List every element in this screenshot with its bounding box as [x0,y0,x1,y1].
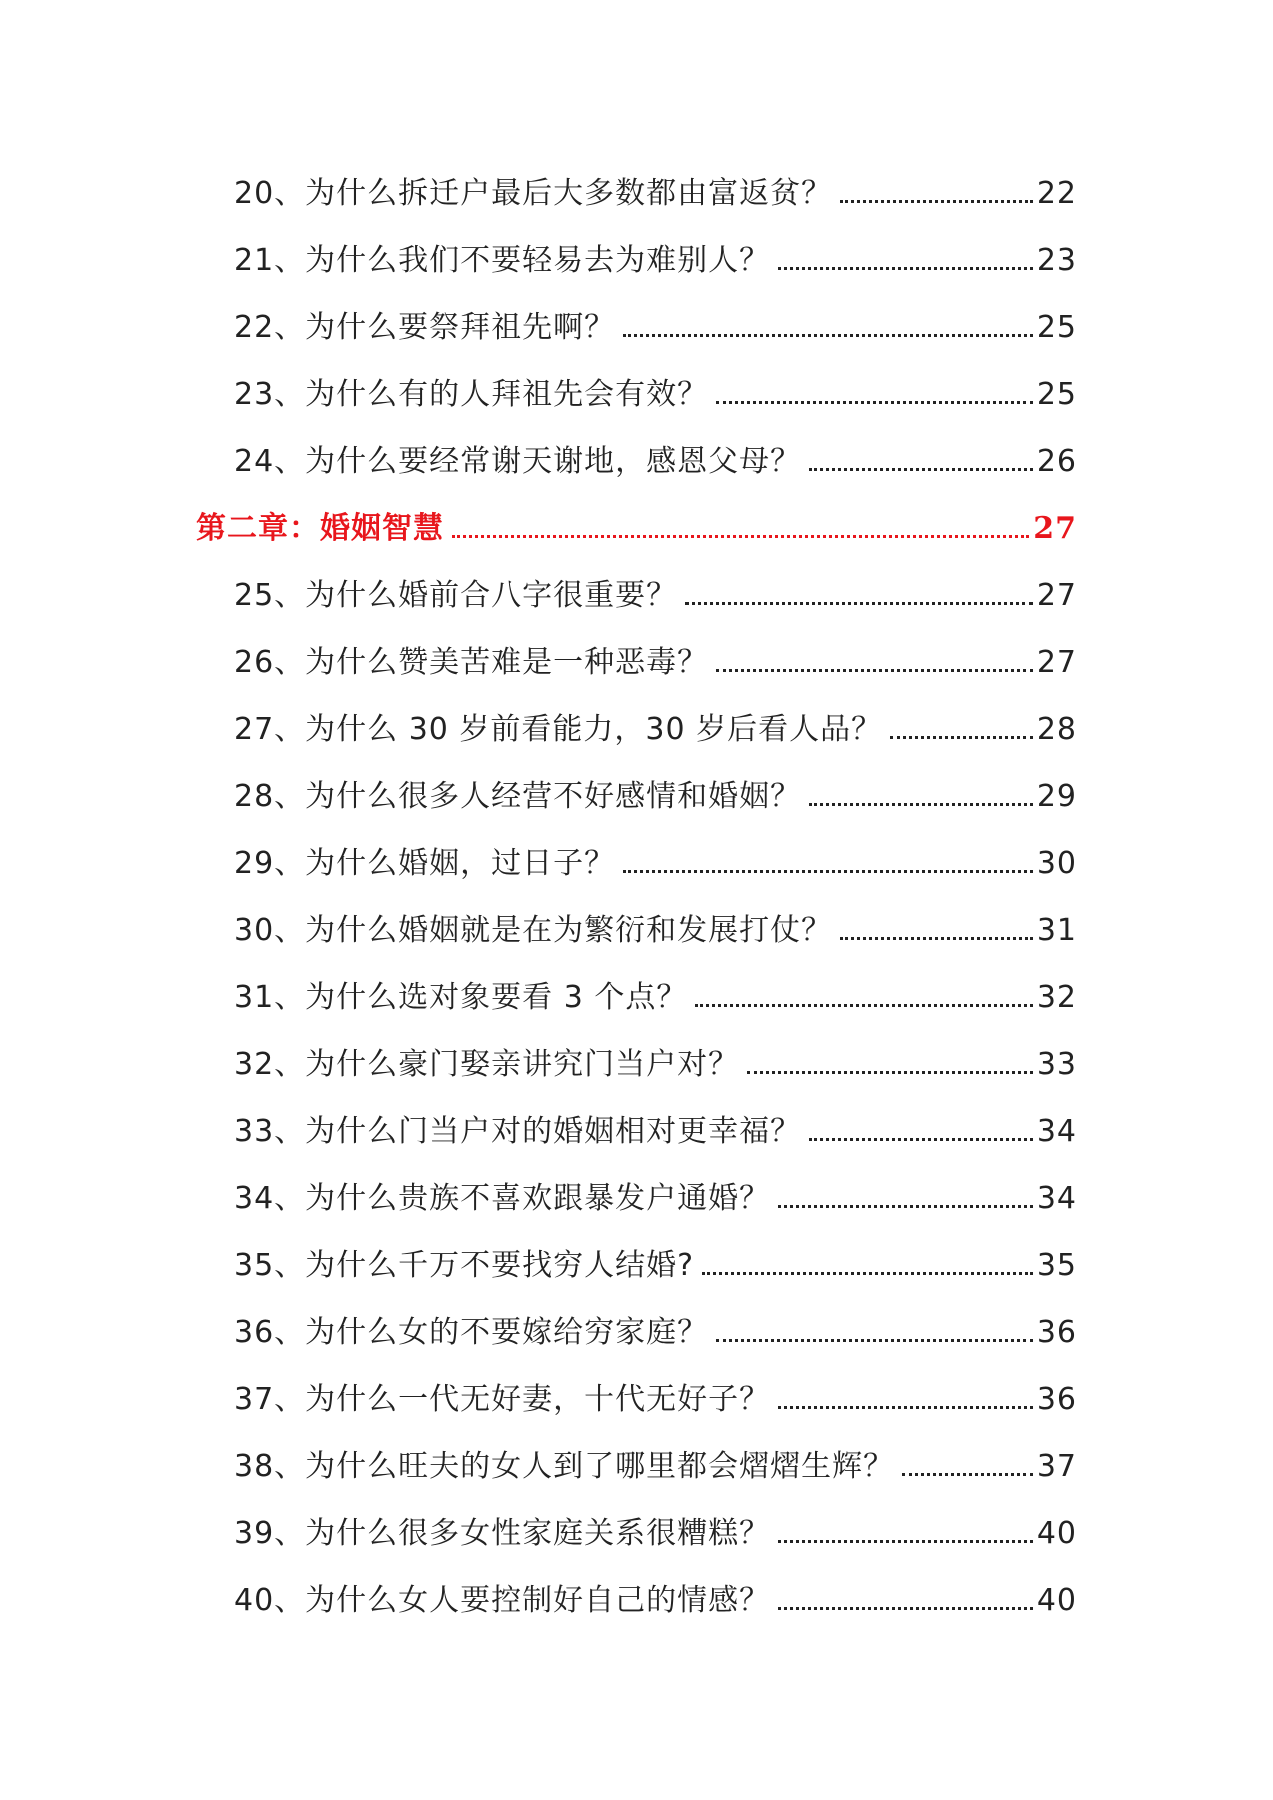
page-number: 36 [1036,1314,1077,1350]
dot-leader [695,985,1032,1011]
toc-entry[interactable] [0,227,1273,294]
dot-leader [778,248,1033,274]
page-number: 22 [1036,175,1077,211]
toc-entry-title: 37、为什么一代无好妻，十代无好子？ [234,1381,771,1417]
toc-entry-title: 22、为什么要祭拜祖先啊？ [234,309,616,345]
dot-leader [902,1454,1033,1480]
dot-leader [840,181,1033,207]
dot-leader [747,1052,1033,1078]
dot-leader [716,1320,1033,1346]
page-number: 29 [1036,778,1077,814]
page-number: 26 [1036,443,1077,479]
toc-entry-title: 30、为什么婚姻就是在为繁衍和发展打仗？ [234,912,833,948]
dot-leader [702,1253,1033,1279]
toc-entry[interactable] [0,629,1273,696]
toc-entry[interactable] [0,294,1273,361]
dot-leader [778,1521,1033,1547]
toc-entry-title: 38、为什么旺夫的女人到了哪里都会熠熠生辉？ [234,1448,895,1484]
dot-leader [623,315,1033,341]
page-number: 27 [1036,644,1077,680]
toc-entry[interactable] [0,1433,1273,1500]
page-number: 32 [1036,979,1077,1015]
toc-entry[interactable] [0,964,1273,1031]
page-number: 40 [1036,1582,1077,1618]
toc-entry[interactable] [0,1232,1273,1299]
page-number: 31 [1036,912,1077,948]
dot-leader [809,449,1033,475]
dot-leader [890,717,1033,743]
toc-entry[interactable] [0,1366,1273,1433]
toc-entry[interactable] [0,1500,1273,1567]
toc-entry[interactable] [0,428,1273,495]
toc-entry-title: 32、为什么豪门娶亲讲究门当户对？ [234,1046,740,1082]
toc-entry-title: 26、为什么赞美苦难是一种恶毒？ [234,644,709,680]
toc-entry-title: 21、为什么我们不要轻易去为难别人？ [234,242,771,278]
dot-leader [840,918,1033,944]
dot-leader [716,650,1033,676]
toc-entry[interactable] [0,160,1273,227]
page-number: 35 [1036,1247,1077,1283]
chapter-title: 第二章：婚姻智慧 [196,510,444,546]
dot-leader [809,784,1033,810]
toc-entry[interactable] [0,1098,1273,1165]
toc-entry-title: 29、为什么婚姻，过日子？ [234,845,616,881]
toc-chapter-heading[interactable] [0,495,1273,562]
toc-entry[interactable] [0,1299,1273,1366]
toc-entry-title: 23、为什么有的人拜祖先会有效？ [234,376,709,412]
page-number: 34 [1036,1180,1077,1216]
page-number: 28 [1036,711,1077,747]
page-number: 34 [1036,1113,1077,1149]
toc-entry-title: 25、为什么婚前合八字很重要？ [234,577,678,613]
page-number: 40 [1036,1515,1077,1551]
page-number: 23 [1036,242,1077,278]
toc-entry[interactable] [0,763,1273,830]
toc-entry-title: 24、为什么要经常谢天谢地，感恩父母？ [234,443,802,479]
dot-leader [716,382,1033,408]
toc-entry-title: 36、为什么女的不要嫁给穷家庭？ [234,1314,709,1350]
toc-entry[interactable] [0,1567,1273,1634]
page-number: 25 [1036,376,1077,412]
toc-entry-title: 40、为什么女人要控制好自己的情感？ [234,1582,771,1618]
toc-entry[interactable] [0,696,1273,763]
dot-leader [778,1186,1033,1212]
page-number: 37 [1036,1448,1077,1484]
page-number: 33 [1036,1046,1077,1082]
toc-entry[interactable] [0,562,1273,629]
toc-entry-title: 27、为什么 30 岁前看能力，30 岁后看人品？ [234,711,883,747]
toc-entry[interactable] [0,830,1273,897]
toc-entry-title: 34、为什么贵族不喜欢跟暴发户通婚？ [234,1180,771,1216]
toc-entry-title: 28、为什么很多人经营不好感情和婚姻？ [234,778,802,814]
dot-leader [452,516,1029,542]
page-number: 27 [1036,577,1077,613]
toc-entry[interactable] [0,1165,1273,1232]
toc-entry-title: 39、为什么很多女性家庭关系很糟糕？ [234,1515,771,1551]
dot-leader [685,583,1033,609]
dot-leader [778,1588,1033,1614]
page-number: 27 [1033,510,1077,546]
dot-leader [778,1387,1033,1413]
toc-entry-title: 31、为什么选对象要看 3 个点？ [234,979,688,1015]
toc-entry[interactable] [0,897,1273,964]
toc-entry-title: 20、为什么拆迁户最后大多数都由富返贫？ [234,175,833,211]
page-number: 25 [1036,309,1077,345]
toc-entry-title: 33、为什么门当户对的婚姻相对更幸福？ [234,1113,802,1149]
dot-leader [623,851,1033,877]
toc-entry[interactable] [0,1031,1273,1098]
toc-entry[interactable] [0,361,1273,428]
page-number: 36 [1036,1381,1077,1417]
page-number: 30 [1036,845,1077,881]
toc-entry-title: 35、为什么千万不要找穷人结婚? [234,1247,695,1283]
dot-leader [809,1119,1033,1145]
table-of-contents [0,160,1273,1634]
